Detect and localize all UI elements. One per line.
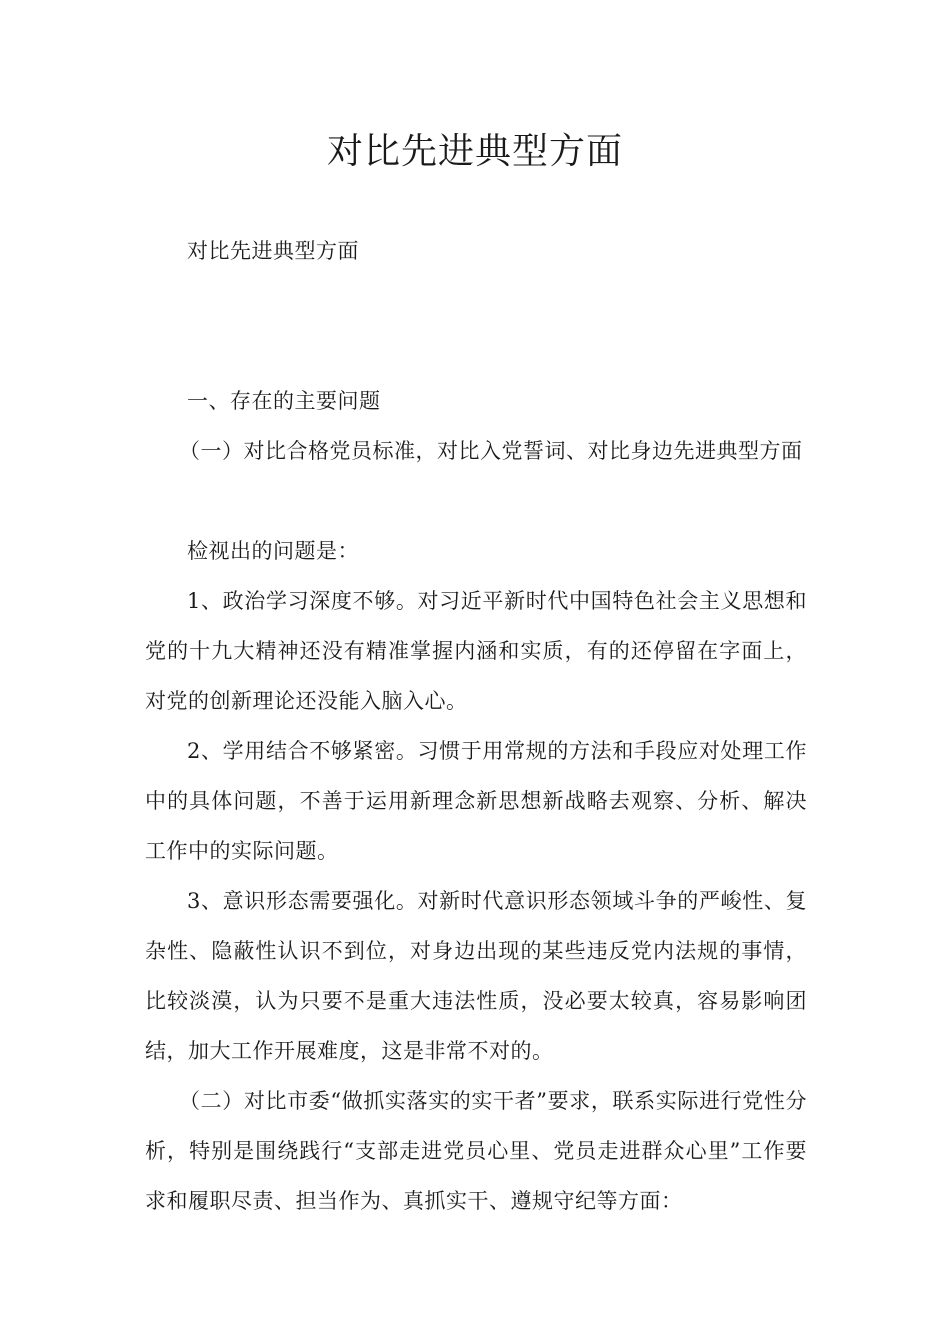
subsection-heading-2: （二）对比市委“做抓实落实的实干者”要求，联系实际进行党性分析，特别是围绕践行“支部走进党员心里、党员走进群众心里”工作要求和履职尽责、担当作为、真抓实干、遵规守纪等方面： [145,1089,807,1213]
subsection-heading-1: （一）对比合格党员标准，对比入党誓词、对比身边先进典型方面 [179,439,803,463]
problem-paragraph-1: 1、政治学习深度不够。对习近平新时代中国特色社会主义思想和党的十九大精神还没有精准掌握内涵和实质，有的还停留在字面上，对党的创新理论还没能入脑入心。 [145,589,807,713]
problem-paragraph-3: 3、意识形态需要强化。对新时代意识形态领域斗争的严峻性、复杂性、隐蔽性认识不到位，对身边出现的某些违反党内法规的事情，比较淡漠，认为只要不是重大违法性质，没必要太较真，容易影响团结，加大工作开展难度，这是非常不对的。 [145,889,807,1063]
document-title: 对比先进典型方面 [326,131,623,172]
problems-intro-paragraph: 检视出的问题是： [187,539,359,563]
section-heading: 一、存在的主要问题 [187,389,381,413]
problem-paragraph-2: 2、学用结合不够紧密。习惯于用常规的方法和手段应对处理工作中的具体问题，不善于运用新理念新思想新战略去观察、分析、解决工作中的实际问题。 [145,739,807,863]
subtitle-paragraph: 对比先进典型方面 [187,239,359,263]
